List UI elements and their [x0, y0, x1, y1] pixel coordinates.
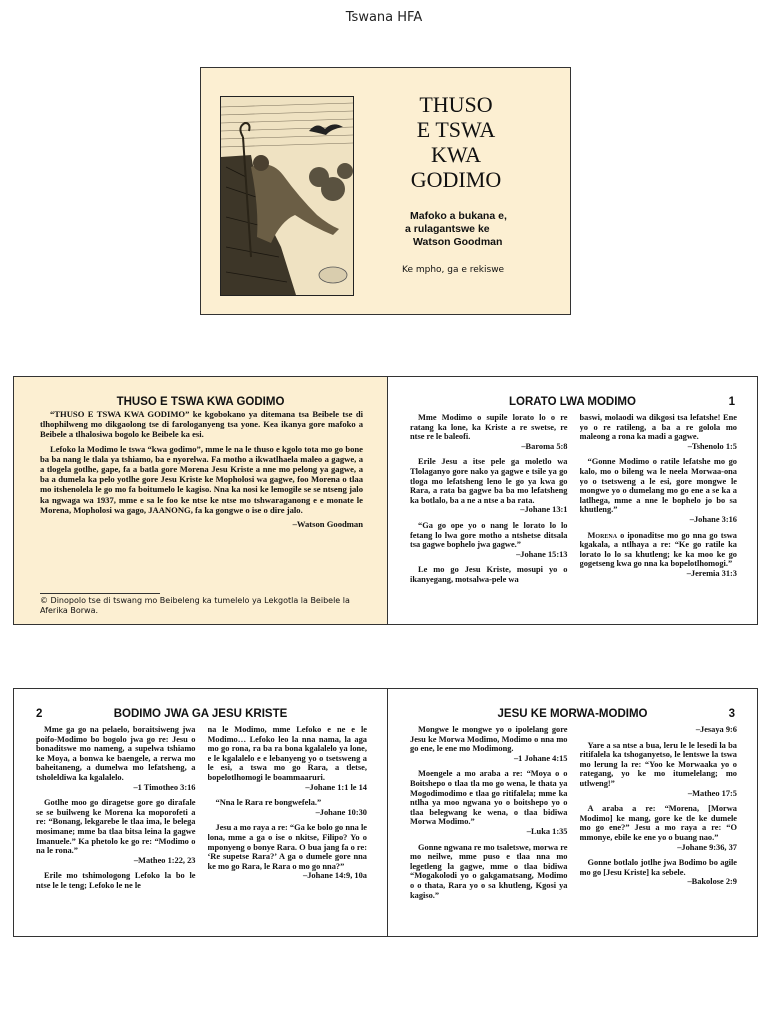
intro-footnote: © Dinopolo tse di tswang mo Beibeleng ka tumelelo ya Lekgotla la Beibele la Aferika Borwa. — [40, 596, 350, 615]
verse-block — [36, 725, 196, 792]
verse-text: Gotlhe moo go diragetse gore go dirafale se se builweng ke Morena ka moporofeti a re: “Bonang, lekgarebe le tlaa ima, le belega mosimane; mme ba tlaa bitsa leina la gagwe Imanuele.” Ka phetolo ke go re: “Modimo o na le rona.” — [36, 798, 196, 856]
booklet-cover — [200, 67, 571, 315]
verse-block — [36, 871, 196, 890]
page-1-columns — [410, 413, 737, 618]
page-3 — [387, 689, 757, 936]
verse-reference: –Matheo 17:5 — [687, 788, 737, 798]
verse-reference: –Johane 1:1 le 14 — [305, 782, 367, 792]
verse-prefix: Morena — [587, 530, 618, 540]
intro-page-header — [14, 396, 387, 410]
cover-title-line: THUSO — [419, 92, 493, 117]
page-2 — [14, 689, 387, 936]
verse-block — [36, 798, 196, 865]
verse-block — [410, 565, 568, 584]
page-1-column-right — [580, 413, 738, 618]
booklet-spread-2 — [13, 688, 758, 937]
verse-reference: –Johane 10:30 — [315, 807, 367, 817]
verse-reference: –Jeremia 31:3 — [686, 568, 737, 578]
cover-subtitle-line: Mafoko a bukana e, — [410, 210, 507, 222]
verse-block — [410, 521, 568, 559]
verse-text — [580, 531, 738, 569]
page-1-column-left — [410, 413, 568, 618]
verse-text: “Gonne Modimo o ratile lefatshe mo go kalo, mo o bileng wa le neela Morwaa-ona yo o tsetsweng a le esi, gore mongwe le mongwe yo o dumelang mo go ene a se ka a latlhega, mme a nne le bophelo jo bo sa khutleng.” — [579, 457, 737, 515]
page-3-heading: JESU KE MORWA-MODIMO — [497, 708, 648, 720]
page-1 — [387, 377, 757, 624]
verse-text: Le mo go Jesu Kriste, mosupi yo o ikanyegang, motsalwa-pele wa — [410, 565, 568, 584]
intro-paragraph: Lefoko la Modimo le tswa “kwa godimo”, mme le na le thuso e kgolo tota mo go bone ba ba nang le tlala ya tshiamo, ba e nyorelwa. Fa motho a ikwatlhaela maleo a gagwe, a a tlogela gotlhe, gape, fa a batla gore Morena Jesu Kriste a nne mo pelong ya gagwe, a ba a dumela ka pelo yotlhe gore Jesu Kriste ke Mopholosi wa gagwe, foo Morena o tlaa mo itshenolela le go mo fa boitumelo le kagiso. Nna ka nosi ke lemogile se se ntseng jalo ka ngwaga wa 1937, mme e sa le foo ke ntse ke ntse mo tshwaraganong e e monate le Morena, Mopholosi wa gago, JAANONG, fa ka gongwe o ise o dire jalo. — [40, 443, 363, 515]
verse-reference: –Johane 9:36, 37 — [677, 842, 737, 852]
verse-reference: –Baroma 5:8 — [521, 441, 568, 451]
cover-title-line: E TSWA — [416, 117, 496, 142]
verse-reference: –Luka 1:35 — [526, 826, 568, 836]
verse-block — [208, 823, 368, 881]
page-1-heading: LORATO LWA MODIMO — [509, 396, 636, 408]
page-3-columns — [410, 725, 737, 930]
verse-text: Erile Jesu a itse pele ga moletlo wa Tlolaganyo gore nako ya gagwe e tsile ya go tloga mo lefatsheng leno le go ya kwa go Rara, a rata ba gagwe ba ba mo lefatsheng ka botlalo, ba a ne a ntse a ba rata. — [410, 457, 568, 505]
cover-subtitle — [405, 210, 545, 249]
footnote-divider — [40, 593, 160, 594]
cover-title-line: GODIMO — [410, 167, 502, 192]
intro-paragraph: “THUSO E TSWA KWA GODIMO” ke kgobokano ya ditemana tsa Beibele tse di tlhophilweng mo dikgaolong tse di farologanyeng tsa yone. Kea ikanya gore mafoko a Beibele a tlhalosiwa bogolo ke Beibele ka esi. — [40, 409, 363, 440]
cover-author: Watson Goodman — [413, 236, 503, 248]
page-3-number: 3 — [728, 708, 735, 720]
page-3-column-left — [410, 725, 568, 930]
verse-text: Moengele a mo araba a re: “Moya o o Boitshepo o tlaa tla mo go wena, le thata ya Mogodimodimo e tlaa go ritifalela; mme ka ntlha ya moo ngwana yo o boitshepo yo o tlaa belegwang ke wena, o tlaa bidiwa Morwa Modimo.” — [410, 769, 568, 827]
page-2-column-left — [36, 725, 196, 930]
verse-reference: –Johane 13:1 — [520, 505, 568, 515]
verse-block — [208, 725, 368, 792]
shepherd-on-cliff-illustration — [220, 96, 354, 296]
verse-text: “Nna le Rara re bongwefela.” — [215, 798, 322, 808]
verse-block — [580, 858, 738, 887]
verse-block — [580, 531, 738, 579]
verse-block — [410, 413, 568, 451]
verse-reference: –Bakolose 2:9 — [687, 877, 737, 887]
verse-text: Mongwe le mongwe yo o ipolelang gore Jesu ke Morwa Modimo, Modimo o nna mo go ene, le ene mo Modimong. — [410, 725, 568, 754]
verse-reference: –Matheo 1:22, 23 — [133, 855, 196, 865]
page-3-column-right — [580, 725, 738, 930]
verse-reference: –Jesaya 9:6 — [695, 725, 737, 734]
page-2-number: 2 — [36, 708, 43, 720]
verse-text: Mme ga go na pelaelo, boraitsiweng jwa poifo-Modimo bo bogolo jwa go re: Jesu o bonaditswe mo nameng, a supelwa tshiamo ke Moya, a bonwa ke baengele, a rerwa mo baheitaneng, a dumelwa mo lefatsheng, a tsholeldiwa ka kgalalelo. — [36, 725, 196, 782]
verse-text: Mme Modimo o supile lorato lo o re ratang ka lone, ka Kriste a re swetse, re ntse re le baleofi. — [410, 413, 568, 442]
verse-block — [580, 725, 738, 735]
verse-reference: –1 Johane 4:15 — [513, 753, 568, 763]
verse-block — [580, 413, 738, 451]
verse-block — [580, 457, 738, 524]
verse-text: Yare a sa ntse a bua, leru le le lesedi la ba ritifalela ka tshoganyetso, le lentswe la tswa mo lerung la re: “Yoo ke Morwaaka yo o rategang, yo ke mo itumelelang; mo utlweng!” — [579, 740, 737, 788]
verse-reference: –Johane 3:16 — [689, 514, 737, 524]
page-2-column-right — [208, 725, 368, 930]
verse-reference: –1 Timotheo 3:16 — [133, 782, 196, 792]
verse-text: A araba a re: “Morena, [Morwa Modimo] ke mang, gore ke tle ke dumele mo go ene?” Jesu a mo raya a re: “O mmonye, ebile ke ene yo o buang nao.” — [579, 804, 737, 842]
verse-reference: –Tshenolo 1:5 — [687, 441, 737, 451]
booklet-spread-1 — [13, 376, 758, 625]
verse-text: na le Modimo, mme Lefoko e ne e le Modimo… Lefoko leo la nna nama, la aga mo go rona, ra ba ra bona kgalalelo ya lone, e le kgalalelo e e lebanyeng yo o tsetsweng a le esi, a tswa mo go Rara, a tletse, bopelotlhomogi le boammaaruri. — [207, 725, 367, 782]
intro-heading: THUSO E TSWA KWA GODIMO — [116, 396, 285, 408]
page-1-header — [388, 396, 757, 410]
verse-text: Jesu a mo raya a re: “Ga ke bolo go nna le lona, mme a ga o ise o nkitse, Filipo? Yo o mponyeng o bonye Rara. O bua jang fa o re: ‘Re supetse Rara?’ A ga o dumele gore nna ke mo go Rara, le Rara o mo go nna?” — [207, 823, 367, 871]
verse-block — [410, 769, 568, 836]
page-2-header — [14, 708, 387, 722]
page-1-number: 1 — [728, 396, 735, 408]
verse-block — [410, 725, 568, 763]
cover-subtitle-line: a rulagantswe ke — [405, 223, 490, 235]
illustration-drawing — [221, 97, 353, 295]
verse-block — [410, 843, 568, 901]
verse-reference: –Johane 15:13 — [516, 549, 568, 559]
verse-reference: –Johane 14:9, 10a — [303, 871, 367, 881]
cover-title — [401, 92, 511, 192]
page-3-header — [388, 708, 757, 722]
intro-signature: –Watson Goodman — [292, 519, 363, 530]
page-2-heading: BODIMO JWA GA JESU KRISTE — [113, 708, 288, 720]
cover-title-line: KWA — [430, 142, 482, 167]
intro-body — [40, 409, 363, 529]
document-title: Tswana HFA — [345, 10, 423, 25]
verse-text: Erile mo tshimologong Lefoko la bo le ntse le le teng; Lefoko le ne le — [36, 871, 196, 890]
verse-text: baswi, molaodi wa dikgosi tsa lefatshe! Ene yo o re ratileng, a ba a re golola mo maleong a rona ka madi a gagwe. — [579, 413, 737, 442]
verse-block — [580, 741, 738, 799]
verse-block — [208, 798, 368, 817]
verse-body: o iponaditse mo go nna go tswa kgakala, a ntlhaya a re: “Ke go ratile ka lorato lo lo sa khutleng; ke ka moo ke go gogetseng kwa go nna ka bopelotlhomogi.” — [579, 530, 737, 569]
page-2-columns — [36, 725, 367, 930]
verse-block — [580, 804, 738, 852]
verse-text: “Ga go ope yo o nang le lorato lo lo fetang lo lwa gore motho a ntshetse ditsala tsa gagwe bophelo jwa gagwe.” — [410, 520, 568, 550]
verse-text: Gonne ngwana re mo tsaletswe, morwa re mo neilwe, mme puso e tlaa nna mo legetleng la gagwe, mme o tlaa bidiwa “Mogakolodi yo o gakgamatsang, Modimo o o thata, Rara yo o sa khutleng, Kgosi ya kagiso.” — [410, 842, 568, 900]
verse-block — [410, 457, 568, 515]
verse-text: Gonne botlalo jotlhe jwa Bodimo bo agile mo go [Jesu Kriste] ka sebele. — [579, 858, 737, 877]
intro-page — [14, 377, 387, 624]
cover-gift-line: Ke mpho, ga e rekiswe — [402, 265, 505, 275]
